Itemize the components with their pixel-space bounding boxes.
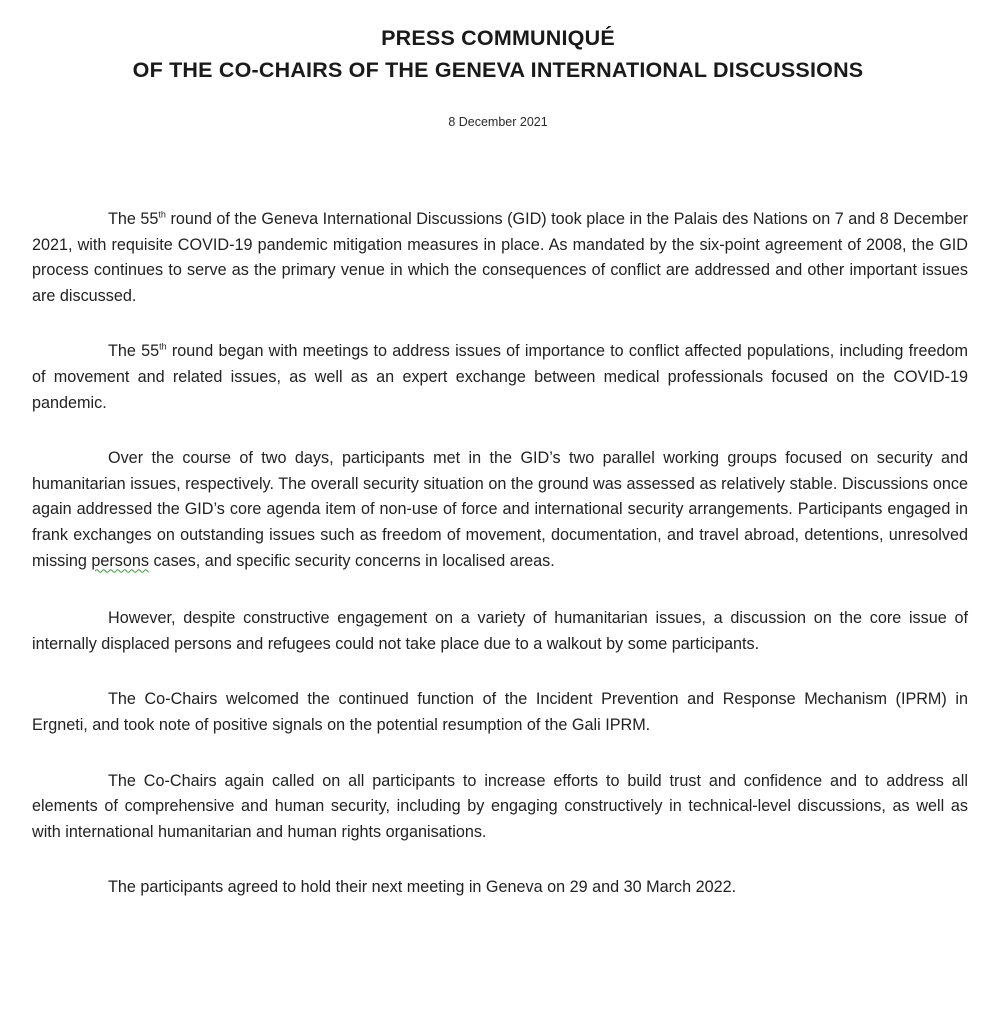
paragraph-1-rest: round of the Geneva International Discussions (GID) took place in the Palais des Nations on 7 and 8 December 2021, with requisite COVID-19 pandemic mitigation measures in place. As mandated by the six-point agreement of 2008, the GID process continues to serve as the primary venue in which the consequences of conflict are addressed and other important issues are discussed. xyxy=(32,210,968,305)
document-body xyxy=(32,207,968,901)
document-date: 8 December 2021 xyxy=(448,115,548,129)
ordinal-suffix: th xyxy=(158,209,166,220)
paragraph-2 xyxy=(32,339,968,416)
paragraph-2-start: The 55 xyxy=(108,342,160,361)
paragraph-3-start: Over the course of two days, participants met in the GID’s two parallel working groups focused on security and humanitarian issues, respectively. The overall security situation on the ground was assessed as relatively stable. Discussions once again addressed the GID’s core agenda item of non-use of force and international security arrangements. Participants engaged in frank exchanges on outstanding issues such as freedom of movement, documentation, and travel abroad, detentions, unresolved missing xyxy=(32,449,968,570)
paragraph-1-start: The 55 xyxy=(108,210,159,228)
ordinal-suffix: th xyxy=(159,341,167,352)
paragraph-4: However, despite constructive engagement on a variety of humanitarian issues, a discussion on the core issue of internally displaced persons and refugees could not take place due to a walkout by some participants. xyxy=(32,609,968,653)
spellcheck-flagged-word[interactable]: persons xyxy=(91,551,149,570)
paragraph-2-rest: round began with meetings to address issues of importance to conflict affected populations, including freedom of movement and related issues, as well as an expert exchange between medical professionals focused on the COVID-19 pandemic. xyxy=(32,342,968,412)
paragraph-1 xyxy=(32,207,968,309)
paragraph-6: The Co-Chairs again called on all participants to increase efforts to build trust and confidence and to address all elements of comprehensive and human security, including by engaging constructively in technical-level discussions, as well as with international humanitarian and human rights organisations. xyxy=(32,771,968,841)
paragraph-7: The participants agreed to hold their next meeting in Geneva on 29 and 30 March 2022. xyxy=(108,878,737,897)
paragraph-3 xyxy=(32,446,968,574)
title-line-2: OF THE CO-CHAIRS OF THE GENEVA INTERNATIONAL DISCUSSIONS xyxy=(132,58,864,82)
paragraph-3-rest: cases, and specific security concerns in localised areas. xyxy=(148,551,555,570)
title-line-1: PRESS COMMUNIQUÉ xyxy=(381,26,615,50)
document-title xyxy=(32,0,964,86)
paragraph-5: The Co-Chairs welcomed the continued function of the Incident Prevention and Response Mechanism (IPRM) in Ergneti, and took note of positive signals on the potential resumption of the Gali IPRM. xyxy=(32,690,968,734)
